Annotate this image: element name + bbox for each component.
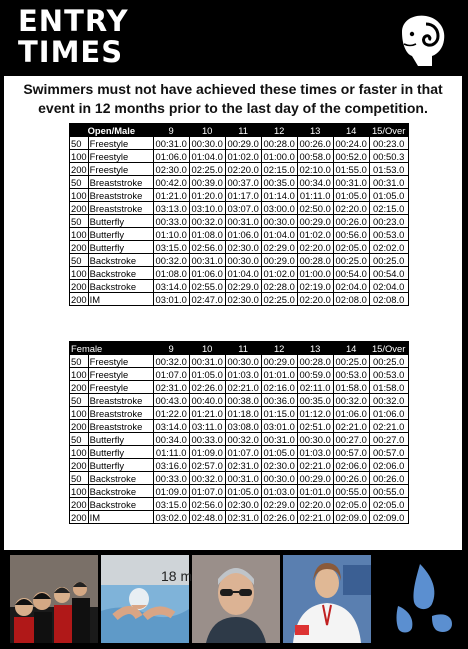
time-cell: 01:11.0 xyxy=(297,189,333,202)
female-age-header: 14 xyxy=(333,342,369,355)
time-cell: 00:42.0 xyxy=(153,176,189,189)
time-cell: 01:00.0 xyxy=(297,267,333,280)
time-cell: 02:20.0 xyxy=(333,202,369,215)
time-cell: 00:31.0 xyxy=(225,215,261,228)
stroke-cell: Breaststroke xyxy=(88,202,153,215)
distance-cell: 200 xyxy=(71,498,87,510)
table-row xyxy=(70,433,409,446)
table-row xyxy=(70,163,409,176)
distance-cell: 200 xyxy=(71,241,87,253)
female-age-header: 10 xyxy=(189,342,225,355)
table-row xyxy=(70,394,409,407)
time-cell: 02:25.0 xyxy=(189,163,225,176)
male-entry-times-table xyxy=(69,123,409,306)
time-cell: 00:31.0 xyxy=(261,433,297,446)
time-cell: 01:06.0 xyxy=(189,267,225,280)
time-cell: 00:32.0 xyxy=(225,433,261,446)
time-cell: 01:01.0 xyxy=(261,368,297,381)
header-bar xyxy=(4,4,462,76)
stroke-cell: IM xyxy=(88,511,153,524)
time-cell: 03:14.0 xyxy=(153,280,189,293)
male-age-header: 15/Over xyxy=(369,124,408,137)
stroke-cell: Freestyle xyxy=(88,163,153,176)
time-cell: 02:30.0 xyxy=(225,293,261,306)
stroke-cell: Freestyle xyxy=(88,355,153,368)
time-cell: 01:10.0 xyxy=(153,228,189,241)
time-cell: 02:19.0 xyxy=(297,280,333,293)
time-cell: 00:26.0 xyxy=(369,472,408,485)
time-cell: 00:29.0 xyxy=(225,137,261,150)
time-cell: 01:06.0 xyxy=(225,228,261,241)
time-cell: 01:05.0 xyxy=(369,189,408,202)
stroke-cell: Backstroke xyxy=(88,472,153,485)
table-row xyxy=(70,355,409,368)
time-cell: 02:09.0 xyxy=(369,511,408,524)
time-cell: 00:24.0 xyxy=(333,137,369,150)
time-cell: 03:01.0 xyxy=(153,293,189,306)
time-cell: 00:32.0 xyxy=(369,394,408,407)
stroke-cell: Breaststroke xyxy=(88,420,153,433)
time-cell: 01:09.0 xyxy=(189,446,225,459)
time-cell: 02:29.0 xyxy=(225,280,261,293)
table-row xyxy=(70,498,409,511)
time-cell: 01:55.0 xyxy=(333,163,369,176)
time-cell: 02:25.0 xyxy=(261,293,297,306)
male-age-header: 10 xyxy=(189,124,225,137)
time-cell: 03:00.0 xyxy=(261,202,297,215)
time-cell: 03:16.0 xyxy=(153,459,189,472)
time-cell: 00:40.0 xyxy=(189,394,225,407)
time-cell: 00:30.0 xyxy=(225,254,261,267)
time-cell: 00:55.0 xyxy=(333,485,369,498)
table-row xyxy=(70,150,409,163)
table-row xyxy=(70,137,409,150)
time-cell: 00:23.0 xyxy=(369,215,408,228)
table-row xyxy=(70,485,409,498)
time-cell: 02:04.0 xyxy=(369,280,408,293)
time-cell: 00:56.0 xyxy=(333,228,369,241)
distance-cell: 50 xyxy=(70,394,89,407)
time-cell: 02:02.0 xyxy=(369,241,408,254)
time-cell: 00:58.0 xyxy=(297,150,333,163)
time-cell: 00:31.0 xyxy=(369,176,408,189)
swimmer-goggles-photo xyxy=(192,555,280,643)
table-row xyxy=(70,228,409,241)
table-row xyxy=(70,472,409,485)
time-cell: 02:50.0 xyxy=(297,202,333,215)
stroke-cell: Butterfly xyxy=(88,446,153,459)
distance-cell: 200 xyxy=(71,511,87,523)
time-cell: 00:33.0 xyxy=(189,433,225,446)
time-cell: 01:03.0 xyxy=(261,485,297,498)
svg-text:18 m: 18 m xyxy=(161,568,193,584)
female-entry-times-table xyxy=(69,341,409,524)
time-cell: 02:15.0 xyxy=(369,202,408,215)
time-cell: 01:05.0 xyxy=(189,368,225,381)
time-cell: 02:09.0 xyxy=(333,511,369,524)
stroke-cell: Backstroke xyxy=(88,254,153,267)
table-row xyxy=(70,511,409,524)
female-age-header: 11 xyxy=(225,342,261,355)
female-header-row xyxy=(70,342,409,355)
distance-cell: 50 xyxy=(70,355,89,368)
time-cell: 00:23.0 xyxy=(369,137,408,150)
time-cell: 00:29.0 xyxy=(261,355,297,368)
time-cell: 00:32.0 xyxy=(189,472,225,485)
time-cell: 01:08.0 xyxy=(189,228,225,241)
time-cell: 02:31.0 xyxy=(225,511,261,524)
time-cell: 02:11.0 xyxy=(297,381,333,394)
time-cell: 00:31.0 xyxy=(225,472,261,485)
ram-head-logo-icon xyxy=(392,10,452,70)
time-cell: 02:29.0 xyxy=(261,498,297,511)
time-cell: 00:30.0 xyxy=(261,215,297,228)
time-cell: 01:14.0 xyxy=(261,189,297,202)
stroke-cell: Freestyle xyxy=(88,368,153,381)
time-cell: 00:37.0 xyxy=(225,176,261,189)
time-cell: 03:01.0 xyxy=(261,420,297,433)
time-cell: 02:20.0 xyxy=(297,293,333,306)
stroke-cell: Freestyle xyxy=(88,150,153,163)
time-cell: 02:26.0 xyxy=(261,511,297,524)
butterfly-swimmer-photo xyxy=(101,555,193,643)
time-cell: 00:26.0 xyxy=(333,472,369,485)
table-row xyxy=(70,215,409,228)
time-cell: 00:33.0 xyxy=(153,215,189,228)
time-cell: 02:21.0 xyxy=(225,381,261,394)
time-cell: 02:10.0 xyxy=(297,163,333,176)
time-cell: 01:04.0 xyxy=(225,267,261,280)
time-cell: 01:06.0 xyxy=(333,407,369,420)
table-row xyxy=(70,381,409,394)
time-cell: 00:31.0 xyxy=(189,254,225,267)
distance-cell: 200 xyxy=(71,420,87,432)
time-cell: 00:25.0 xyxy=(333,254,369,267)
time-cell: 02:06.0 xyxy=(333,459,369,472)
male-age-header: 13 xyxy=(297,124,333,137)
time-cell: 02:21.0 xyxy=(297,511,333,524)
time-cell: 02:31.0 xyxy=(225,459,261,472)
stroke-cell: Butterfly xyxy=(88,459,153,472)
female-age-header: 12 xyxy=(261,342,297,355)
time-cell: 00:29.0 xyxy=(297,215,333,228)
distance-cell: 100 xyxy=(71,150,87,162)
time-cell: 03:14.0 xyxy=(153,420,189,433)
time-cell: 01:11.0 xyxy=(153,446,189,459)
time-cell: 00:53.0 xyxy=(369,228,408,241)
time-cell: 00:32.0 xyxy=(189,215,225,228)
time-cell: 00:55.0 xyxy=(369,485,408,498)
time-cell: 02:20.0 xyxy=(297,241,333,254)
table-row xyxy=(70,420,409,433)
time-cell: 00:35.0 xyxy=(297,394,333,407)
table-row xyxy=(70,176,409,189)
female-category-header: Female xyxy=(70,342,154,355)
stroke-cell: Backstroke xyxy=(88,485,153,498)
table-row xyxy=(70,267,409,280)
time-cell: 02:28.0 xyxy=(261,280,297,293)
time-cell: 00:57.0 xyxy=(369,446,408,459)
time-cell: 01:18.0 xyxy=(225,407,261,420)
time-cell: 02:30.0 xyxy=(225,241,261,254)
time-cell: 00:59.0 xyxy=(297,368,333,381)
time-cell: 00:43.0 xyxy=(153,394,189,407)
time-cell: 01:03.0 xyxy=(225,368,261,381)
distance-cell: 100 xyxy=(71,407,87,419)
stroke-cell: Breaststroke xyxy=(88,189,153,202)
time-cell: 03:10.0 xyxy=(189,202,225,215)
distance-cell: 100 xyxy=(71,368,87,380)
female-age-header: 9 xyxy=(153,342,189,355)
time-cell: 01:05.0 xyxy=(333,189,369,202)
time-cell: 01:58.0 xyxy=(369,381,408,394)
time-cell: 01:06.0 xyxy=(369,407,408,420)
time-cell: 02:30.0 xyxy=(261,459,297,472)
distance-cell: 50 xyxy=(70,472,89,485)
time-cell: 00:28.0 xyxy=(297,254,333,267)
time-cell: 02:26.0 xyxy=(189,381,225,394)
time-cell: 00:54.0 xyxy=(369,267,408,280)
time-cell: 00:53.0 xyxy=(333,368,369,381)
stroke-cell: Butterfly xyxy=(88,228,153,241)
time-cell: 02:56.0 xyxy=(189,241,225,254)
time-cell: 00:31.0 xyxy=(189,355,225,368)
page-title xyxy=(18,6,129,68)
coach-photo xyxy=(283,555,371,643)
time-cell: 00:50.3 xyxy=(369,150,408,163)
time-cell: 00:30.0 xyxy=(297,433,333,446)
table-row xyxy=(70,407,409,420)
table-row xyxy=(70,280,409,293)
time-cell: 02:20.0 xyxy=(297,498,333,511)
time-cell: 00:27.0 xyxy=(369,433,408,446)
time-cell: 00:35.0 xyxy=(261,176,297,189)
distance-cell: 200 xyxy=(71,280,87,292)
time-cell: 02:16.0 xyxy=(261,381,297,394)
time-cell: 03:15.0 xyxy=(153,498,189,511)
time-cell: 00:33.0 xyxy=(153,472,189,485)
entry-rule-text: Swimmers must not have achieved these times or faster in that event in 12 months prior to the last day of the competition. xyxy=(23,81,443,116)
time-cell: 01:58.0 xyxy=(333,381,369,394)
time-cell: 01:05.0 xyxy=(225,485,261,498)
time-cell: 02:21.0 xyxy=(333,420,369,433)
time-cell: 02:31.0 xyxy=(153,381,189,394)
title-line-1: ENTRY xyxy=(18,4,129,38)
time-cell: 00:25.0 xyxy=(369,355,408,368)
time-cell: 02:51.0 xyxy=(297,420,333,433)
time-cell: 01:20.0 xyxy=(189,189,225,202)
distance-cell: 50 xyxy=(70,254,89,267)
time-cell: 00:26.0 xyxy=(333,215,369,228)
time-cell: 02:05.0 xyxy=(369,498,408,511)
stroke-cell: Freestyle xyxy=(88,381,153,394)
distance-cell: 50 xyxy=(70,176,89,189)
time-cell: 00:34.0 xyxy=(297,176,333,189)
time-cell: 02:47.0 xyxy=(189,293,225,306)
time-cell: 03:13.0 xyxy=(153,202,189,215)
stroke-cell: IM xyxy=(88,293,153,306)
time-cell: 02:48.0 xyxy=(189,511,225,524)
time-cell: 00:29.0 xyxy=(261,254,297,267)
female-age-header: 15/Over xyxy=(369,342,408,355)
time-cell: 01:04.0 xyxy=(189,150,225,163)
time-cell: 00:29.0 xyxy=(297,472,333,485)
distance-cell: 50 xyxy=(70,137,89,150)
table-row xyxy=(70,189,409,202)
time-cell: 01:02.0 xyxy=(297,228,333,241)
female-age-header: 13 xyxy=(297,342,333,355)
stroke-cell: Butterfly xyxy=(88,433,153,446)
entry-times-document xyxy=(4,4,462,643)
male-age-header: 11 xyxy=(225,124,261,137)
time-cell: 01:15.0 xyxy=(261,407,297,420)
stroke-cell: Breaststroke xyxy=(88,394,153,407)
time-cell: 02:57.0 xyxy=(189,459,225,472)
table-row xyxy=(70,446,409,459)
time-cell: 01:12.0 xyxy=(297,407,333,420)
time-cell: 00:31.0 xyxy=(333,176,369,189)
time-cell: 01:07.0 xyxy=(189,485,225,498)
water-drops-icon xyxy=(392,560,454,636)
time-cell: 01:17.0 xyxy=(225,189,261,202)
time-cell: 00:25.0 xyxy=(333,355,369,368)
time-cell: 01:06.0 xyxy=(153,150,189,163)
time-cell: 00:28.0 xyxy=(261,137,297,150)
time-cell: 03:08.0 xyxy=(225,420,261,433)
time-cell: 01:07.0 xyxy=(153,368,189,381)
time-cell: 03:07.0 xyxy=(225,202,261,215)
time-cell: 00:27.0 xyxy=(333,433,369,446)
time-cell: 01:05.0 xyxy=(261,446,297,459)
time-cell: 00:32.0 xyxy=(333,394,369,407)
time-cell: 01:04.0 xyxy=(261,228,297,241)
distance-cell: 200 xyxy=(71,459,87,471)
time-cell: 01:03.0 xyxy=(297,446,333,459)
distance-cell: 200 xyxy=(71,163,87,175)
distance-cell: 100 xyxy=(71,228,87,240)
time-cell: 00:52.0 xyxy=(333,150,369,163)
stroke-cell: Butterfly xyxy=(88,241,153,254)
stroke-cell: Butterfly xyxy=(88,215,153,228)
time-cell: 01:07.0 xyxy=(225,446,261,459)
time-cell: 02:21.0 xyxy=(297,459,333,472)
stroke-cell: Backstroke xyxy=(88,498,153,511)
distance-cell: 100 xyxy=(71,189,87,201)
time-cell: 00:30.0 xyxy=(261,472,297,485)
time-cell: 02:05.0 xyxy=(333,498,369,511)
stroke-cell: Backstroke xyxy=(88,267,153,280)
title-line-2: TIMES xyxy=(18,35,124,69)
time-cell: 02:55.0 xyxy=(189,280,225,293)
male-age-header: 12 xyxy=(261,124,297,137)
time-cell: 02:56.0 xyxy=(189,498,225,511)
photo-strip xyxy=(4,550,462,643)
time-cell: 00:32.0 xyxy=(153,355,189,368)
table-row xyxy=(70,202,409,215)
distance-cell: 200 xyxy=(71,202,87,214)
time-cell: 00:53.0 xyxy=(369,368,408,381)
time-cell: 02:06.0 xyxy=(369,459,408,472)
time-cell: 02:30.0 xyxy=(225,498,261,511)
time-cell: 01:02.0 xyxy=(261,267,297,280)
time-cell: 00:54.0 xyxy=(333,267,369,280)
time-cell: 01:08.0 xyxy=(153,267,189,280)
stroke-cell: Breaststroke xyxy=(88,176,153,189)
distance-cell: 100 xyxy=(71,267,87,279)
time-cell: 00:30.0 xyxy=(225,355,261,368)
time-cell: 01:21.0 xyxy=(189,407,225,420)
time-cell: 00:30.0 xyxy=(189,137,225,150)
time-cell: 00:25.0 xyxy=(369,254,408,267)
time-cell: 00:38.0 xyxy=(225,394,261,407)
table-row xyxy=(70,293,409,306)
time-cell: 02:29.0 xyxy=(261,241,297,254)
male-age-header: 14 xyxy=(333,124,369,137)
table-row xyxy=(70,254,409,267)
distance-cell: 200 xyxy=(71,381,87,393)
time-cell: 01:22.0 xyxy=(153,407,189,420)
table-row xyxy=(70,368,409,381)
time-cell: 00:39.0 xyxy=(189,176,225,189)
time-cell: 01:00.0 xyxy=(261,150,297,163)
table-row xyxy=(70,459,409,472)
distance-cell: 50 xyxy=(70,433,89,446)
time-cell: 02:30.0 xyxy=(153,163,189,176)
time-cell: 01:02.0 xyxy=(225,150,261,163)
distance-cell: 100 xyxy=(71,446,87,458)
time-cell: 00:28.0 xyxy=(297,355,333,368)
male-category-header: Open/Male xyxy=(70,124,154,137)
time-cell: 02:20.0 xyxy=(225,163,261,176)
time-cell: 02:08.0 xyxy=(369,293,408,306)
table-row xyxy=(70,241,409,254)
time-cell: 00:34.0 xyxy=(153,433,189,446)
time-cell: 02:05.0 xyxy=(333,241,369,254)
time-cell: 02:04.0 xyxy=(333,280,369,293)
time-cell: 00:57.0 xyxy=(333,446,369,459)
time-cell: 03:11.0 xyxy=(189,420,225,433)
male-age-header: 9 xyxy=(153,124,189,137)
time-cell: 01:21.0 xyxy=(153,189,189,202)
male-header-row xyxy=(70,124,409,137)
stroke-cell: Freestyle xyxy=(88,137,153,150)
time-cell: 02:08.0 xyxy=(333,293,369,306)
time-cell: 00:36.0 xyxy=(261,394,297,407)
time-cell: 02:21.0 xyxy=(369,420,408,433)
time-cell: 00:32.0 xyxy=(153,254,189,267)
distance-cell: 50 xyxy=(70,215,89,228)
time-cell: 01:09.0 xyxy=(153,485,189,498)
time-cell: 02:15.0 xyxy=(261,163,297,176)
stroke-cell: Breaststroke xyxy=(88,407,153,420)
swim-team-photo xyxy=(10,555,98,643)
stroke-cell: Backstroke xyxy=(88,280,153,293)
time-cell: 03:15.0 xyxy=(153,241,189,254)
distance-cell: 200 xyxy=(71,293,87,305)
time-cell: 01:53.0 xyxy=(369,163,408,176)
time-cell: 00:31.0 xyxy=(153,137,189,150)
time-cell: 00:26.0 xyxy=(297,137,333,150)
distance-cell: 100 xyxy=(71,485,87,497)
time-cell: 01:01.0 xyxy=(297,485,333,498)
time-cell: 03:02.0 xyxy=(153,511,189,524)
